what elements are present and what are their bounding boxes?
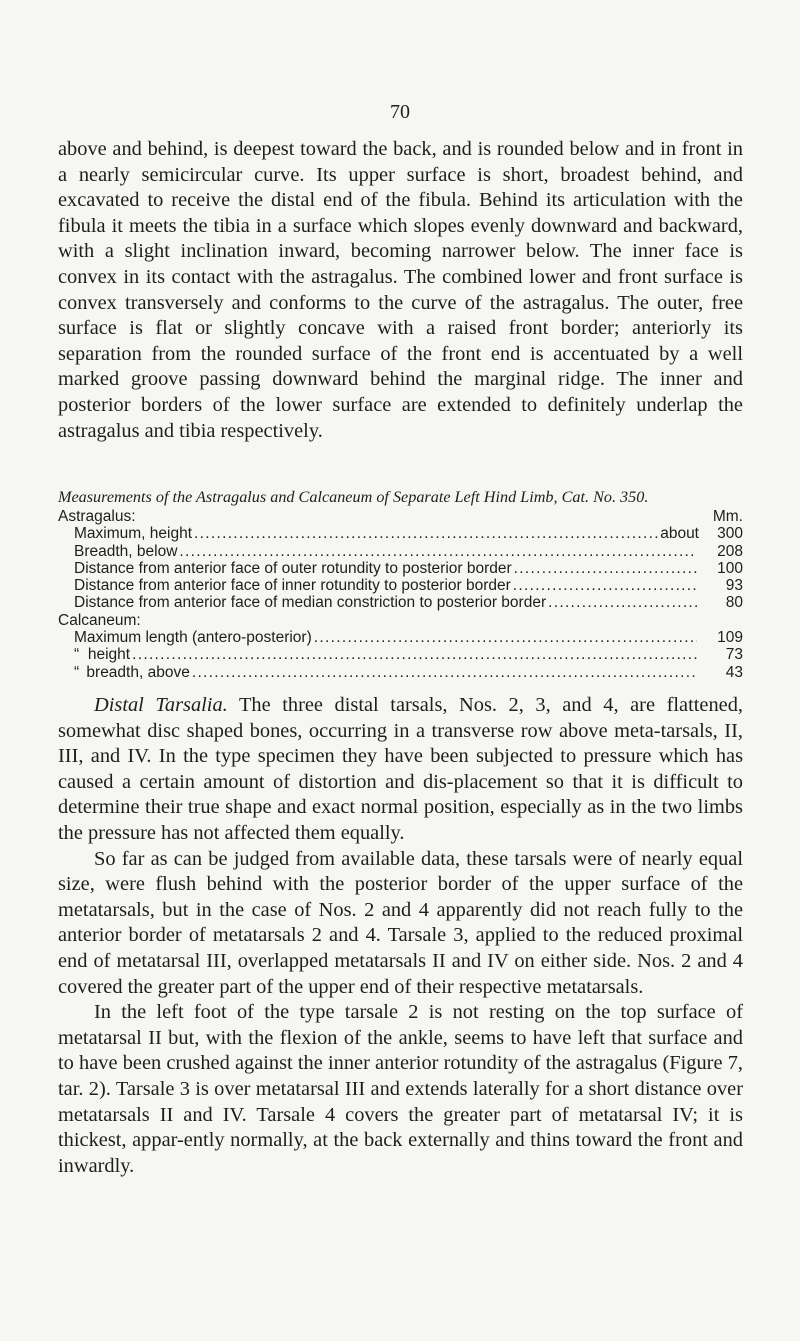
- calcaneum-heading-row: [58, 612, 743, 629]
- leader-dots: [132, 646, 697, 663]
- row-value: 73: [725, 646, 743, 664]
- row-label: Breadth, below: [74, 542, 178, 560]
- astragalus-heading-row: [58, 508, 743, 525]
- paragraph: [58, 693, 743, 847]
- body-text-top: [58, 137, 743, 444]
- row-label: Maximum length (antero-posterior): [74, 629, 312, 647]
- row-label: Distance from anterior face of inner rotundity to posterior border: [74, 577, 511, 595]
- row-value: 109: [717, 629, 743, 647]
- table-row: [58, 560, 743, 577]
- calcaneum-heading: Calcaneum:: [58, 611, 141, 629]
- leader-dots: [192, 664, 697, 681]
- page-number: 70: [390, 101, 410, 123]
- ditto-mark: “: [74, 663, 80, 681]
- row-value: 100: [717, 559, 743, 577]
- leader-dots: [514, 560, 697, 577]
- paragraph: So far as can be judged from available data, these tarsals were of nearly equal size, were flush behind with the posterior border of the upper surface of the metatarsals, but in the case of Nos. 2 and 4 apparently did not reach fully to the anterior border of metatarsals 2 and 4. Tarsale 3, applied to the reduced proximal end of metatarsal III, overlapped metatarsals II and IV on either side. Nos. 2 and 4 covered the greater part of the upper end of their respective metatarsals.: [58, 847, 743, 998]
- table-row: [58, 629, 743, 646]
- unit-label: Mm.: [712, 508, 743, 525]
- table-row: [58, 664, 743, 681]
- row-value: 80: [725, 594, 743, 612]
- leader-dots: [513, 577, 697, 594]
- section-run-in-heading: Distal Tarsalia.: [94, 694, 228, 716]
- table-row: [58, 646, 743, 663]
- table-row: [58, 594, 743, 611]
- row-label: breadth, above: [86, 663, 190, 681]
- paragraph: above and behind, is deepest toward the back, and is rounded below and in front in a nearly semicircular curve. Its upper surface is short, broadest behind, and excavated to receive the distal end of the fibula. Behind its articulation with the fibula it meets the tibia in a surface which slopes evenly downward and backward, with a slight inclination inward, becoming narrower below. The inner face is convex in its contact with the astragalus. The combined lower and front surface is convex transversely and conforms to the curve of the astragalus. The outer, free surface is flat or slightly concave with a raised front border; anteriorly its separation from the rounded surface of the front end is accentuated by a well marked groove passing downward behind the marginal ridge. The inner and posterior borders of the lower surface are extended to definitely underlap the astragalus and tibia respectively.: [58, 138, 743, 442]
- leader-dots: [179, 543, 697, 560]
- row-value: 43: [725, 663, 743, 681]
- row-value: 300: [717, 525, 743, 543]
- table-row: [58, 525, 743, 542]
- measurements-caption: Measurements of the Astragalus and Calcaneum of Separate Left Hind Limb, Cat. No. 350.: [58, 488, 649, 506]
- astragalus-heading: Astragalus:: [58, 508, 136, 525]
- table-row: [58, 577, 743, 594]
- table-row: [58, 543, 743, 560]
- row-value: 208: [717, 542, 743, 560]
- ditto-mark: “: [74, 646, 80, 664]
- leader-dots: [314, 629, 697, 646]
- row-label: Distance from anterior face of outer rotundity to posterior border: [74, 559, 512, 577]
- leader-dots: [548, 594, 697, 611]
- row-value: 93: [725, 577, 743, 595]
- row-label: height: [87, 646, 131, 664]
- row-label: Maximum, height: [74, 525, 193, 543]
- body-text-distal-tarsalia: [58, 693, 743, 1179]
- paragraph-text: The three distal tarsals, Nos. 2, 3, and 4, are flattened, somewhat disc shaped bones, occurring in a transverse row above meta-tarsals, II, III, and IV. In the type specimen they have been subjected to pressure which has caused a certain amount of distortion and dis-placement so that it is difficult to determine their true shape and exact normal position, especially as in the two limbs the pressure has not affected them equally.: [58, 694, 743, 844]
- leader-dots: [194, 525, 658, 542]
- row-qualifier: about: [660, 525, 699, 543]
- measurements-table: [58, 488, 743, 681]
- paragraph: In the left foot of the type tarsale 2 is not resting on the top surface of metatarsal II but, with the flexion of the ankle, seems to have left that surface and to have been crushed against the inner anterior rotundity of the astragalus (Figure 7, tar. 2). Tarsale 3 is over metatarsal III and extends laterally for a short distance over metatarsals II and IV. Tarsale 4 covers the greater part of metatarsal IV; it is thickest, appar-ently normally, at the back externally and thins toward the front and inwardly.: [58, 1001, 743, 1177]
- row-label: Distance from anterior face of median constriction to posterior border: [74, 594, 547, 612]
